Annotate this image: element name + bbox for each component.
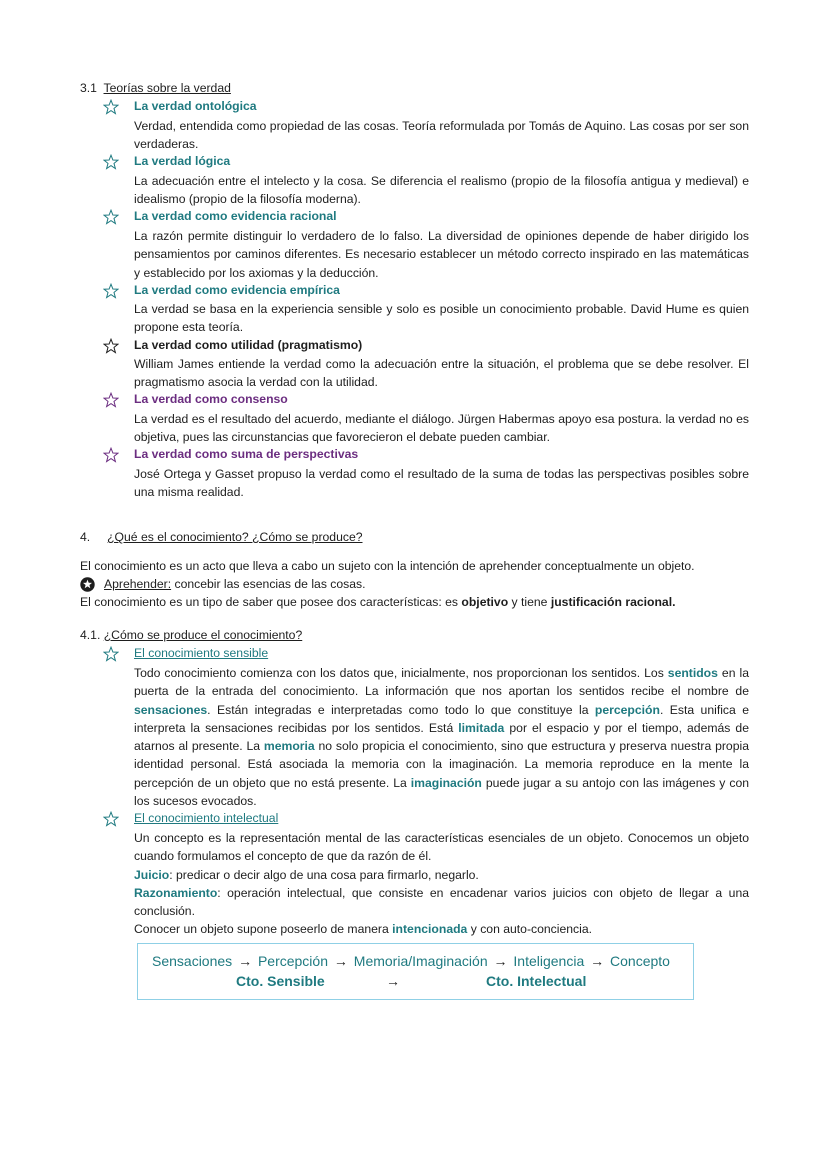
subsection-heading: El conocimiento intelectual <box>134 811 279 825</box>
item-body: Verdad, entendida como propiedad de las cosas. Teoría reformulada por Tomás de Aquino. Las cosas por ser son verdaderas. <box>134 119 749 152</box>
item-body: La adecuación entre el intelecto y la cosa. Se diferencia el realismo (propio de la filosofía antigua y medieval) e idealismo (propio de la filosofía moderna). <box>134 174 749 207</box>
text: . Esta unifica e interpreta la sensaciones recibidas por los sentidos. Está <box>134 702 749 735</box>
text: El conocimiento es un tipo de saber que posee dos características: es <box>80 595 462 609</box>
item-body: La verdad es el resultado del acuerdo, mediante el diálogo. Jürgen Habermas apoyo esa postura. la verdad no es objetiva, pues las circunstancias que favorecieron el debate pueden cambiar. <box>134 412 749 445</box>
section-4-1-title <box>80 628 302 642</box>
star-icon <box>103 646 119 662</box>
item-heading: La verdad como suma de perspectivas <box>134 447 359 461</box>
arrow-icon: → <box>386 973 400 989</box>
aprehender-line <box>104 577 366 591</box>
arrow-icon: → <box>493 953 508 969</box>
text: y tiene <box>508 595 551 609</box>
intelectual-body <box>134 829 749 939</box>
section-heading: Teorías sobre la verdad <box>103 81 231 95</box>
item-heading: La verdad como evidencia empírica <box>134 283 340 297</box>
flow-step: Inteligencia <box>513 953 585 969</box>
intelectual-label: Cto. Intelectual <box>486 973 587 989</box>
summary-box <box>137 943 694 1000</box>
term: Aprehender: <box>104 577 172 591</box>
section-number: 3.1 <box>80 81 97 95</box>
keyword: intencionada <box>392 922 468 937</box>
item-heading: La verdad como consenso <box>134 392 288 406</box>
text: no solo propicia el conocimiento, sino que estructura y preserva nuestra propia identidad personal. Está asociada la memoria con la imaginación. La memoria reproduce en la mente la percepción de un objeto que no está presente. La <box>134 739 749 790</box>
star-icon <box>103 392 119 408</box>
star-icon <box>103 154 119 170</box>
subsection-heading: El conocimiento sensible <box>134 646 269 660</box>
text: por el espacio y por el tiempo, además de atarnos al presente. La <box>134 720 749 754</box>
text: en la puerta de la entrada del conocimiento. La información que nos aportan los sentidos recibe el nombre de <box>134 666 749 699</box>
star-icon <box>103 811 119 827</box>
section-number: 4.1. <box>80 628 101 642</box>
term-definition: concebir las esencias de las cosas. <box>171 577 366 591</box>
star-icon <box>103 99 119 115</box>
last-line <box>134 920 749 938</box>
definition-line: El conocimiento es un acto que lleva a cabo un sujeto con la intención de aprehender conceptualmente un objeto. <box>80 559 695 573</box>
item-heading: La verdad ontológica <box>134 99 257 113</box>
item-body: William James entiende la verdad como la adecuación entre la situación, el problema que se debe resolver. El pragmatismo asocia la verdad con la utilidad. <box>134 357 749 390</box>
item-body: José Ortega y Gasset propuso la verdad como el resultado de la suma de todas las perspectivas posibles sobre una misma realidad. <box>134 467 749 500</box>
flow-steps <box>152 953 670 969</box>
keyword: percepción <box>594 702 660 717</box>
juicio-line <box>134 866 749 884</box>
item-heading: La verdad lógica <box>134 154 231 168</box>
razonamiento-line <box>134 884 749 921</box>
sensible-body <box>134 664 749 810</box>
text: : operación intelectual, que consiste en encadenar varios juicios con objeto de llegar a una conclusión. <box>134 885 749 919</box>
item-body: La razón permite distinguir lo verdadero de lo falso. La diversidad de opiniones depende de haber dirigido los pensamientos por caminos diferentes. Es necesario establecer un método correcto inspirado en las matemáticas y establecido por los axiomas y la deducción. <box>134 229 749 280</box>
sensible-label: Cto. Sensible <box>236 973 325 989</box>
star-icon <box>103 338 119 354</box>
arrow-icon: → <box>238 953 253 969</box>
section-heading: ¿Cómo se produce el conocimiento? <box>103 628 303 642</box>
section-4-title <box>80 530 363 544</box>
item-heading: La verdad como evidencia racional <box>134 209 337 223</box>
text: Un concepto es la representación mental de las características esenciales de un objeto. Conocemos un objeto cuando formulamos el concepto de que da razón de él. <box>134 831 749 864</box>
text: Conocer un objeto supone poseerlo de manera <box>134 922 393 937</box>
characteristics-line <box>80 595 675 609</box>
arrow-icon: → <box>590 953 605 969</box>
text: Todo conocimiento comienza con los datos que, inicialmente, nos proporcionan los sentidos. Los <box>134 666 668 680</box>
keyword: memoria <box>263 739 315 754</box>
keyword: Juicio <box>134 867 170 882</box>
section-number: 4. <box>80 530 91 544</box>
star-icon <box>103 209 119 225</box>
keyword: sensaciones <box>134 702 208 717</box>
flow-step: Sensaciones <box>152 953 233 969</box>
keyword: objetivo <box>461 595 509 609</box>
text: puede jugar a su antojo con las imágenes y con los sucesos evocados. <box>134 775 750 809</box>
text: . Están integradas e interpretadas como todo lo que constituye la <box>207 702 595 717</box>
section-3-1-title <box>80 81 231 95</box>
text: : predicar o decir algo de una cosa para firmarlo, negarlo. <box>169 867 479 882</box>
star-icon <box>103 447 119 463</box>
item-body: La verdad se basa en la experiencia sensible y solo es posible un conocimiento probable. David Hume es quien propone esta teoría. <box>134 302 749 335</box>
star-icon <box>103 283 119 299</box>
keyword: sentidos <box>667 666 718 680</box>
keyword: imaginación <box>410 775 482 790</box>
item-heading: La verdad como utilidad (pragmatismo) <box>134 338 363 352</box>
section-heading: ¿Qué es el conocimiento? ¿Cómo se produce? <box>107 530 363 544</box>
flow-step: Memoria/Imaginación <box>353 953 488 969</box>
flow-step: Percepción <box>257 953 328 969</box>
keyword: justificación racional. <box>550 595 676 609</box>
arrow-icon: → <box>333 953 348 969</box>
circled-star-icon <box>80 577 95 592</box>
keyword: Razonamiento <box>134 885 218 900</box>
flow-step: Concepto <box>610 953 670 969</box>
keyword: limitada <box>458 720 505 735</box>
text: y con auto-conciencia. <box>467 922 592 937</box>
